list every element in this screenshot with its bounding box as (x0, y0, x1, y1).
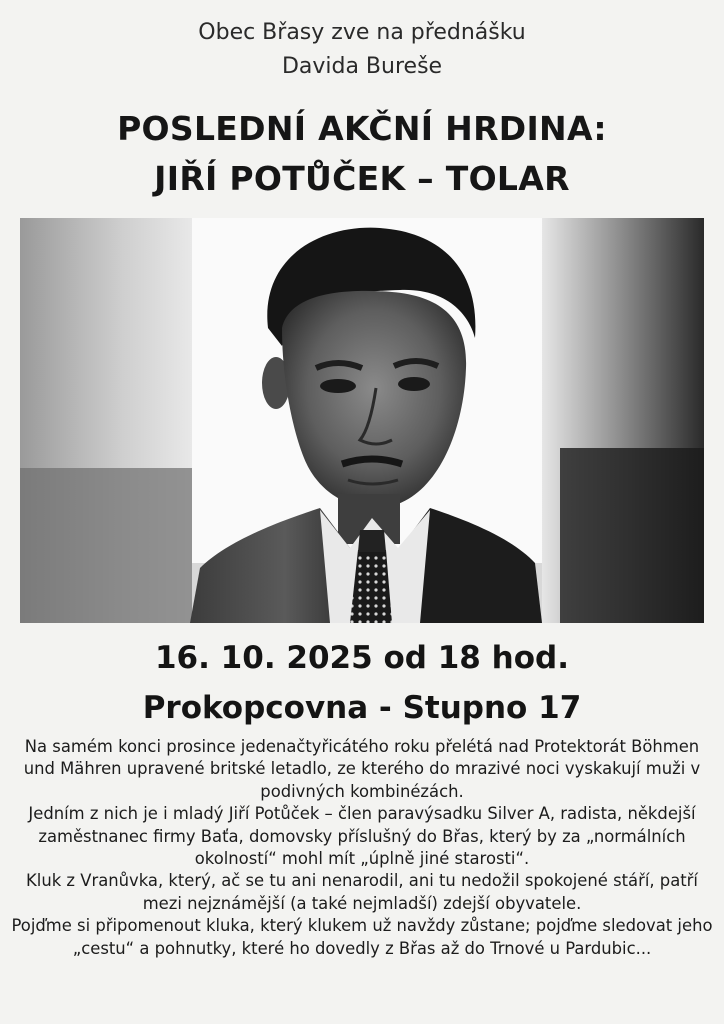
description-paragraph-2: Jedním z nich je i mladý Jiří Potůček – člen paravýsadku Silver A, radista, někdejší zaměstnanec firmy Baťa, domovsky příslušný do Břas, který by za „normálních okolností“ mohl mít „úplně jiné starosti“. (28, 804, 696, 869)
description-paragraph-4: Pojďme si připomenout kluka, který klukem už navždy zůstane; pojďme sledovat jeho „cestu“ a pohnutky, které ho dovedly z Břas až do Trnové u Pardubic... (11, 916, 713, 958)
description-paragraph-3: Kluk z Vranůvka, který, ač se tu ani nenarodil, ani tu nedožil spokojené stáří, patří mezi nejznámější (a také nejmladší) zdejší obyvatele. (26, 871, 698, 913)
portrait-illustration (20, 218, 704, 623)
lecture-description (10, 736, 714, 960)
invitation-line: Obec Břasy zve na přednášku (198, 20, 526, 45)
title-line-2: JIŘÍ POTŮČEK – TOLAR (154, 159, 570, 198)
event-venue: Prokopcovna - Stupno 17 (142, 690, 582, 726)
description-paragraph-1: Na samém konci prosince jedenačtyřicátého roku přelétá nad Protektorát Böhmen und Mähren upravené britské letadlo, ze kterého do mrazivé noci vyskakují muži v podivných kombinézách. (23, 737, 701, 801)
title-line-1: POSLEDNÍ AKČNÍ HRDINA: (117, 109, 607, 148)
invitation-intro (0, 16, 724, 84)
portrait-photo (20, 218, 704, 623)
event-datetime: 16. 10. 2025 od 18 hod. (154, 640, 570, 676)
lecture-title (0, 104, 724, 204)
lecturer-name: Davida Bureše (281, 54, 443, 79)
